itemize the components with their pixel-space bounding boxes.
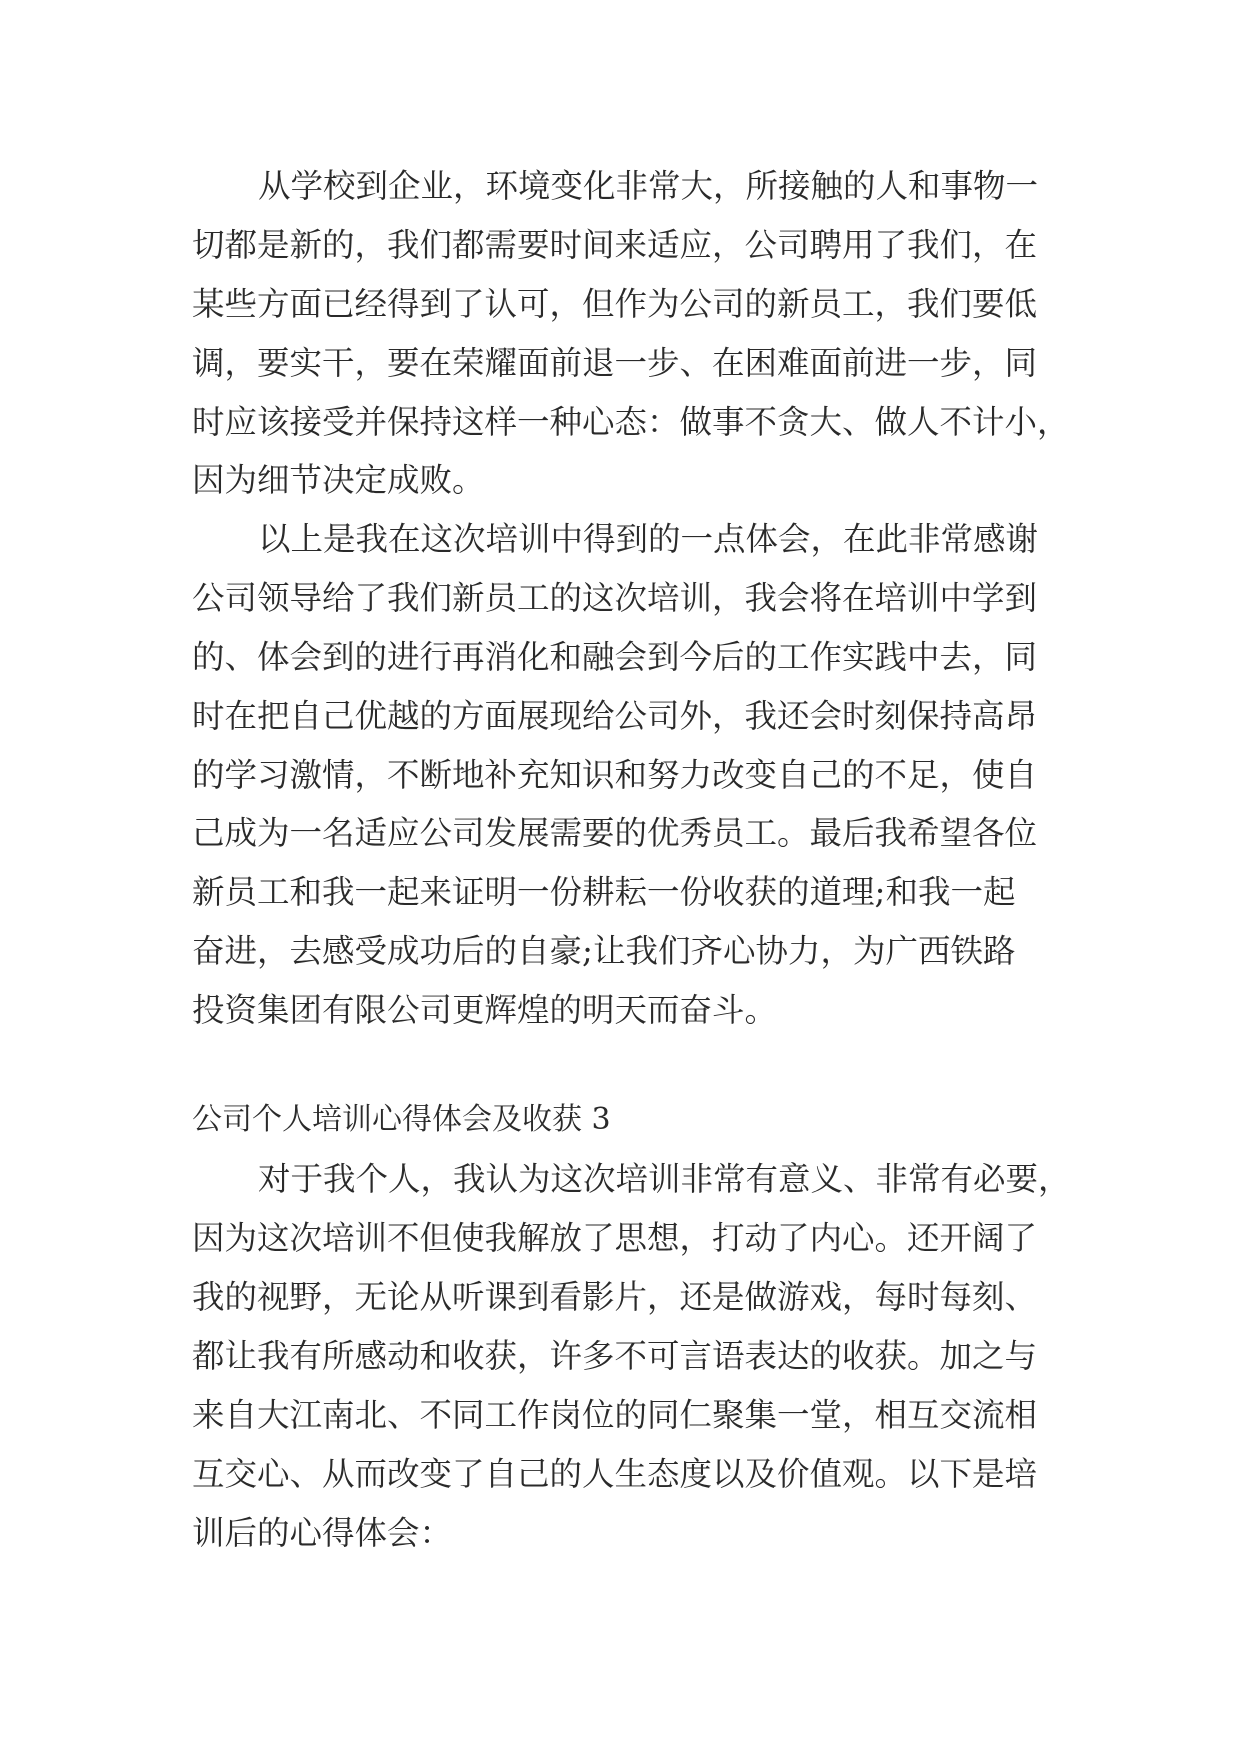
paragraph-1-line-3: 某些方面已经得到了认可，但作为公司的新员工，我们要低 [192,285,1038,323]
paragraph-2-line-6: 己成为一名适应公司发展需要的优秀员工。最后我希望各位 [192,814,1038,852]
paragraph-2-line-2: 公司领导给了我们新员工的这次培训，我会将在培训中学到 [192,579,1038,617]
paragraph-1-line-5: 时应该接受并保持这样一种心态：做事不贪大、做人不计小， [192,403,1070,441]
paragraph-2-line-3: 的、体会到的进行再消化和融会到今后的工作实践中去，同 [192,638,1038,676]
paragraph-1-line-6: 因为细节决定成败。 [192,461,485,499]
section-heading: 公司个人培训心得体会及收获 3 [192,1102,611,1137]
paragraph-3-line-5: 来自大江南北、不同工作岗位的同仁聚集一堂，相互交流相 [192,1396,1038,1434]
paragraph-2-line-4: 时在把自己优越的方面展现给公司外，我还会时刻保持高昂 [192,697,1038,735]
paragraph-3-line-4: 都让我有所感动和收获，许多不可言语表达的收获。加之与 [192,1337,1038,1375]
paragraph-2-line-8: 奋进，去感受成功后的自豪;让我们齐心协力，为广西铁路 [192,932,1016,970]
paragraph-2-line-9: 投资集团有限公司更辉煌的明天而奋斗。 [192,991,778,1029]
paragraph-3-line-1: 对于我个人，我认为这次培训非常有意义、非常有必要， [258,1160,1071,1198]
paragraph-3-line-2: 因为这次培训不但使我解放了思想，打动了内心。还开阔了 [192,1219,1038,1257]
paragraph-1-line-1: 从学校到企业，环境变化非常大，所接触的人和事物一 [258,167,1039,205]
paragraph-2-line-1: 以上是我在这次培训中得到的一点体会，在此非常感谢 [258,520,1039,558]
paragraph-2-line-5: 的学习激情，不断地补充知识和努力改变自己的不足，使自 [192,756,1038,794]
paragraph-2-line-7: 新员工和我一起来证明一份耕耘一份收获的道理;和我一起 [192,873,1016,911]
paragraph-1-line-2: 切都是新的，我们都需要时间来适应，公司聘用了我们，在 [192,226,1038,264]
paragraph-3-line-3: 我的视野，无论从听课到看影片，还是做游戏，每时每刻、 [192,1278,1038,1316]
paragraph-1-line-4: 调，要实干，要在荣耀面前退一步、在困难面前进一步，同 [192,344,1038,382]
paragraph-3-line-6: 互交心、从而改变了自己的人生态度以及价值观。以下是培 [192,1455,1038,1493]
paragraph-3-line-7: 训后的心得体会： [192,1514,453,1552]
